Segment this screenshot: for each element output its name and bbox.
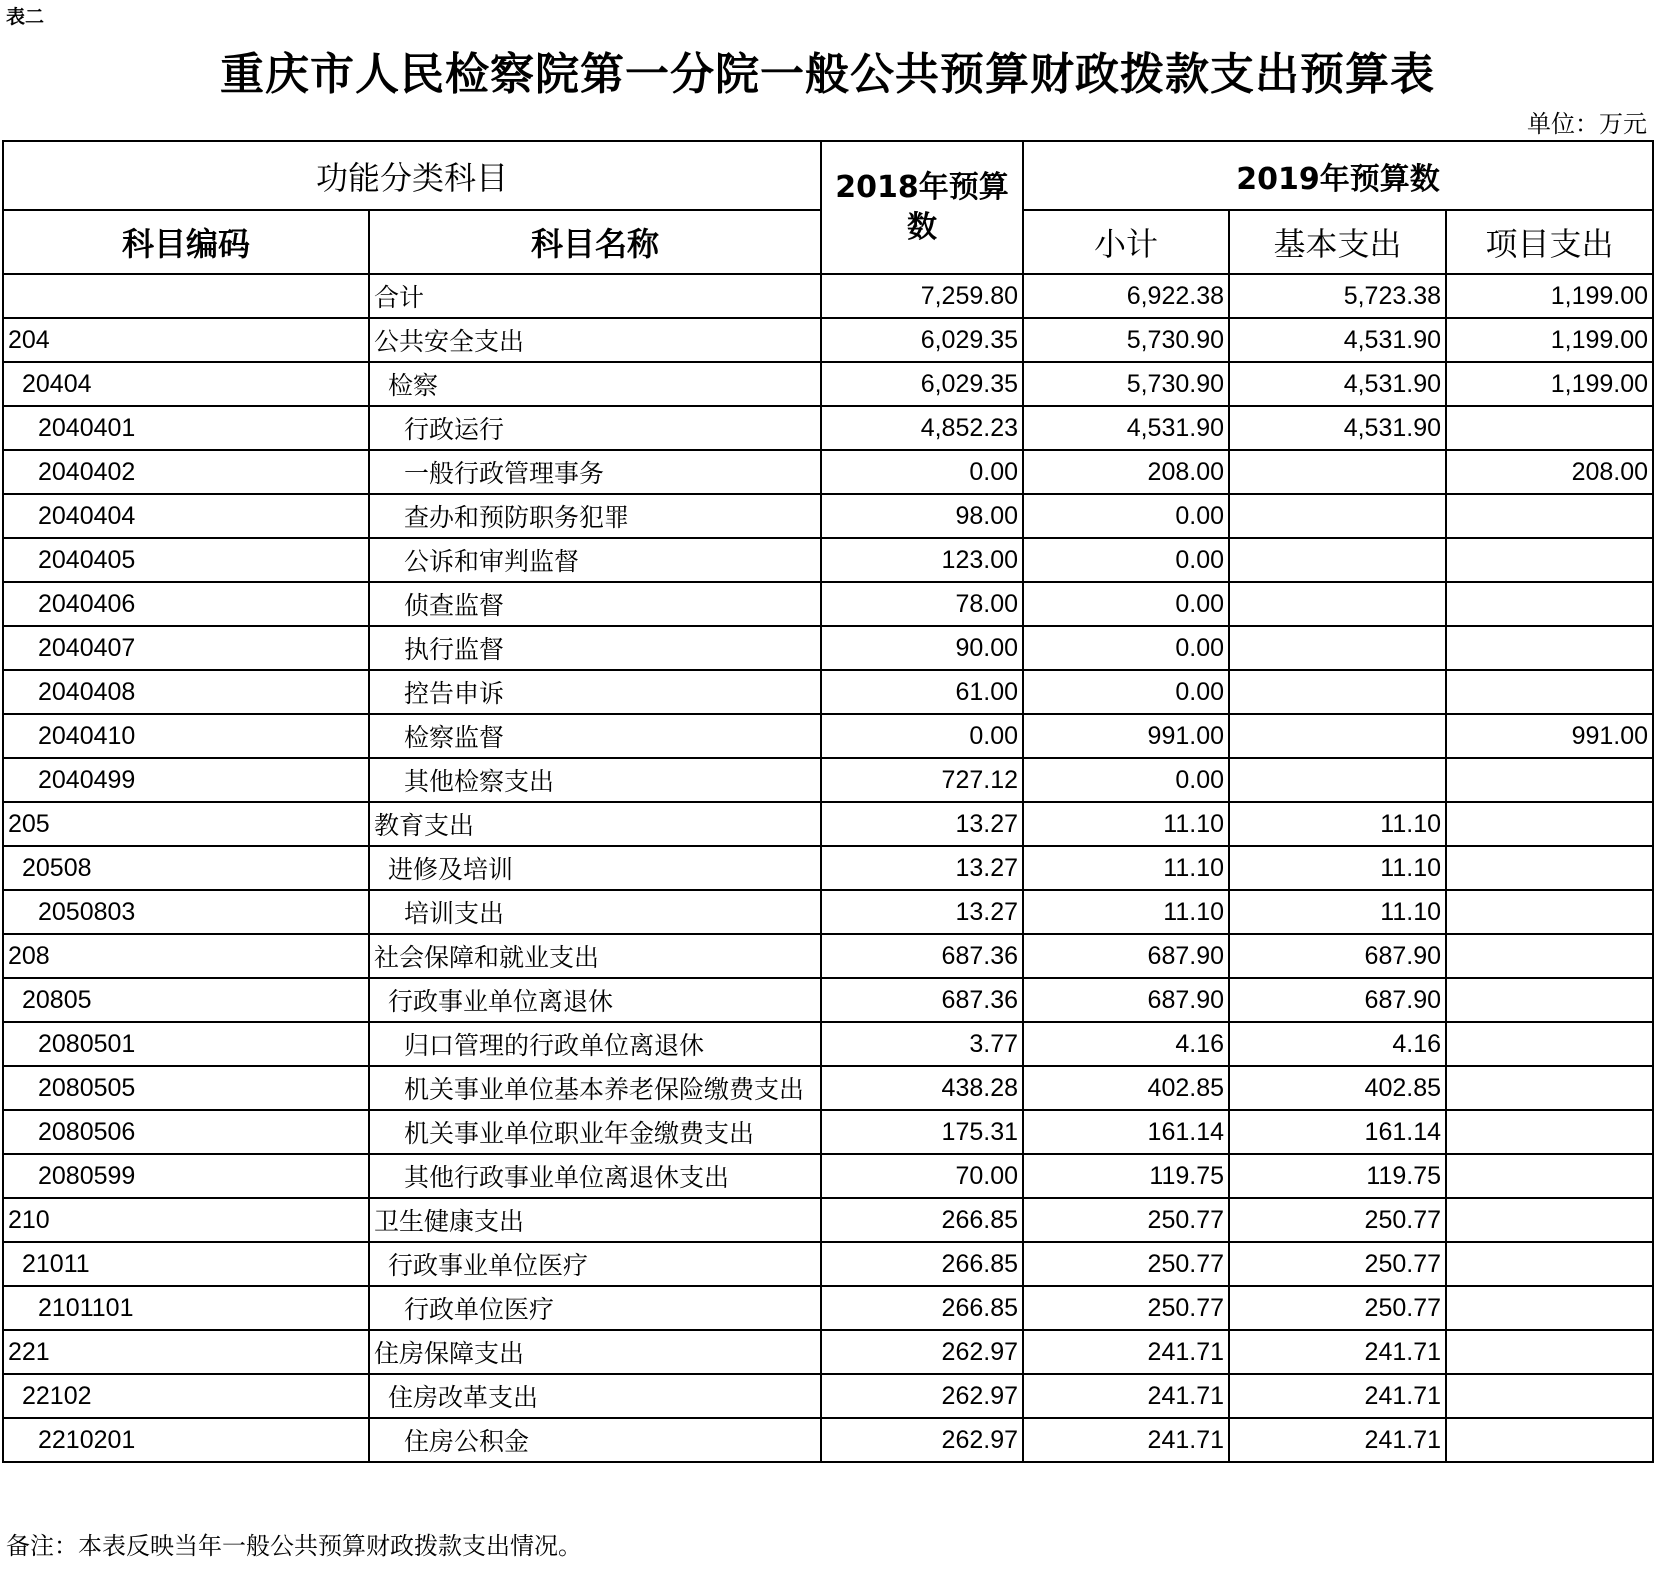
project-cell <box>1446 1066 1653 1110</box>
code-cell: 2080506 <box>3 1110 369 1154</box>
table-row <box>3 1110 1653 1154</box>
code-cell: 2040499 <box>3 758 369 802</box>
basic-cell: 4,531.90 <box>1229 318 1446 362</box>
budget-2018-cell: 438.28 <box>821 1066 1023 1110</box>
subtotal-cell: 4,531.90 <box>1023 406 1229 450</box>
name-cell: 机关事业单位职业年金缴费支出 <box>369 1110 821 1154</box>
code-cell: 2040410 <box>3 714 369 758</box>
project-cell <box>1446 890 1653 934</box>
basic-cell: 4,531.90 <box>1229 362 1446 406</box>
name-cell: 其他检察支出 <box>369 758 821 802</box>
code-cell: 21011 <box>3 1242 369 1286</box>
name-cell: 培训支出 <box>369 890 821 934</box>
basic-cell: 11.10 <box>1229 890 1446 934</box>
project-cell: 1,199.00 <box>1446 362 1653 406</box>
basic-cell: 161.14 <box>1229 1110 1446 1154</box>
code-cell: 221 <box>3 1330 369 1374</box>
header-row-1 <box>3 141 1653 210</box>
project-cell <box>1446 846 1653 890</box>
subtotal-cell: 402.85 <box>1023 1066 1229 1110</box>
budget-2018-cell: 687.36 <box>821 934 1023 978</box>
project-cell <box>1446 802 1653 846</box>
basic-cell: 687.90 <box>1229 934 1446 978</box>
name-cell: 侦查监督 <box>369 582 821 626</box>
table-row <box>3 362 1653 406</box>
budget-2018-cell: 7,259.80 <box>821 274 1023 318</box>
project-cell <box>1446 406 1653 450</box>
budget-2018-cell: 13.27 <box>821 802 1023 846</box>
budget-2018-cell: 266.85 <box>821 1198 1023 1242</box>
basic-cell: 250.77 <box>1229 1286 1446 1330</box>
code-cell: 2080501 <box>3 1022 369 1066</box>
basic-cell: 250.77 <box>1229 1198 1446 1242</box>
code-cell: 20805 <box>3 978 369 1022</box>
code-cell: 2040408 <box>3 670 369 714</box>
subtotal-cell: 0.00 <box>1023 758 1229 802</box>
table-label: 表二 <box>6 6 45 28</box>
subtotal-cell: 11.10 <box>1023 890 1229 934</box>
project-cell <box>1446 1154 1653 1198</box>
budget-2018-cell: 0.00 <box>821 450 1023 494</box>
header-function-category: 功能分类科目 <box>3 141 821 210</box>
basic-cell <box>1229 758 1446 802</box>
subtotal-cell: 991.00 <box>1023 714 1229 758</box>
basic-cell: 241.71 <box>1229 1418 1446 1462</box>
table-row <box>3 626 1653 670</box>
name-cell: 住房保障支出 <box>369 1330 821 1374</box>
subtotal-cell: 208.00 <box>1023 450 1229 494</box>
header-code: 科目编码 <box>3 210 369 274</box>
subtotal-cell: 250.77 <box>1023 1286 1229 1330</box>
project-cell <box>1446 670 1653 714</box>
name-cell: 其他行政事业单位离退休支出 <box>369 1154 821 1198</box>
project-cell <box>1446 978 1653 1022</box>
subtotal-cell: 6,922.38 <box>1023 274 1229 318</box>
budget-2018-cell: 3.77 <box>821 1022 1023 1066</box>
budget-2018-cell: 61.00 <box>821 670 1023 714</box>
table-row <box>3 978 1653 1022</box>
budget-2018-cell: 262.97 <box>821 1418 1023 1462</box>
basic-cell: 4.16 <box>1229 1022 1446 1066</box>
name-cell: 住房公积金 <box>369 1418 821 1462</box>
project-cell <box>1446 538 1653 582</box>
header-name: 科目名称 <box>369 210 821 274</box>
table-row <box>3 494 1653 538</box>
header-subtotal: 小计 <box>1023 210 1229 274</box>
page-title: 重庆市人民检察院第一分院一般公共预算财政拨款支出预算表 <box>220 49 1435 100</box>
table-row <box>3 274 1653 318</box>
name-cell: 行政运行 <box>369 406 821 450</box>
name-cell: 执行监督 <box>369 626 821 670</box>
code-cell: 2101101 <box>3 1286 369 1330</box>
name-cell: 机关事业单位基本养老保险缴费支出 <box>369 1066 821 1110</box>
budget-2018-cell: 13.27 <box>821 846 1023 890</box>
budget-2018-cell: 262.97 <box>821 1374 1023 1418</box>
subtotal-cell: 241.71 <box>1023 1418 1229 1462</box>
basic-cell <box>1229 494 1446 538</box>
table-row <box>3 318 1653 362</box>
name-cell: 合计 <box>369 274 821 318</box>
table-row <box>3 406 1653 450</box>
basic-cell: 241.71 <box>1229 1374 1446 1418</box>
table-row <box>3 1330 1653 1374</box>
subtotal-cell: 11.10 <box>1023 802 1229 846</box>
budget-2018-cell: 78.00 <box>821 582 1023 626</box>
table-row <box>3 1198 1653 1242</box>
basic-cell: 119.75 <box>1229 1154 1446 1198</box>
subtotal-cell: 0.00 <box>1023 670 1229 714</box>
subtotal-cell: 4.16 <box>1023 1022 1229 1066</box>
table-row <box>3 1418 1653 1462</box>
name-cell: 教育支出 <box>369 802 821 846</box>
code-cell: 210 <box>3 1198 369 1242</box>
subtotal-cell: 241.71 <box>1023 1330 1229 1374</box>
subtotal-cell: 0.00 <box>1023 626 1229 670</box>
header-2019-budget: 2019年预算数 <box>1023 141 1653 210</box>
budget-2018-cell: 175.31 <box>821 1110 1023 1154</box>
project-cell <box>1446 626 1653 670</box>
code-cell: 2040407 <box>3 626 369 670</box>
basic-cell <box>1229 582 1446 626</box>
budget-table <box>2 140 1654 1463</box>
subtotal-cell: 119.75 <box>1023 1154 1229 1198</box>
code-cell: 2040405 <box>3 538 369 582</box>
name-cell: 公诉和审判监督 <box>369 538 821 582</box>
basic-cell: 687.90 <box>1229 978 1446 1022</box>
project-cell <box>1446 582 1653 626</box>
budget-2018-cell: 262.97 <box>821 1330 1023 1374</box>
basic-cell <box>1229 714 1446 758</box>
project-cell <box>1446 1330 1653 1374</box>
project-cell: 1,199.00 <box>1446 318 1653 362</box>
project-cell <box>1446 1198 1653 1242</box>
budget-2018-cell: 70.00 <box>821 1154 1023 1198</box>
subtotal-cell: 241.71 <box>1023 1374 1229 1418</box>
name-cell: 归口管理的行政单位离退休 <box>369 1022 821 1066</box>
code-cell: 204 <box>3 318 369 362</box>
name-cell: 检察 <box>369 362 821 406</box>
code-cell: 2040404 <box>3 494 369 538</box>
name-cell: 一般行政管理事务 <box>369 450 821 494</box>
subtotal-cell: 0.00 <box>1023 582 1229 626</box>
project-cell <box>1446 1374 1653 1418</box>
basic-cell: 5,723.38 <box>1229 274 1446 318</box>
name-cell: 公共安全支出 <box>369 318 821 362</box>
code-cell: 2040406 <box>3 582 369 626</box>
code-cell: 2080505 <box>3 1066 369 1110</box>
project-cell <box>1446 1418 1653 1462</box>
code-cell: 2040402 <box>3 450 369 494</box>
table-row <box>3 1154 1653 1198</box>
table-row <box>3 1022 1653 1066</box>
table-row <box>3 538 1653 582</box>
code-cell: 22102 <box>3 1374 369 1418</box>
code-cell: 2210201 <box>3 1418 369 1462</box>
subtotal-cell: 5,730.90 <box>1023 362 1229 406</box>
basic-cell: 241.71 <box>1229 1330 1446 1374</box>
basic-cell <box>1229 450 1446 494</box>
table-body <box>3 274 1653 1462</box>
code-cell: 20508 <box>3 846 369 890</box>
name-cell: 控告申诉 <box>369 670 821 714</box>
table-row <box>3 1286 1653 1330</box>
subtotal-cell: 0.00 <box>1023 538 1229 582</box>
budget-2018-cell: 90.00 <box>821 626 1023 670</box>
basic-cell: 11.10 <box>1229 846 1446 890</box>
project-cell <box>1446 1242 1653 1286</box>
table-row <box>3 758 1653 802</box>
subtotal-cell: 687.90 <box>1023 934 1229 978</box>
code-cell: 20404 <box>3 362 369 406</box>
table-row <box>3 714 1653 758</box>
table-row <box>3 670 1653 714</box>
basic-cell: 250.77 <box>1229 1242 1446 1286</box>
name-cell: 卫生健康支出 <box>369 1198 821 1242</box>
subtotal-cell: 687.90 <box>1023 978 1229 1022</box>
name-cell: 行政事业单位离退休 <box>369 978 821 1022</box>
code-cell <box>3 274 369 318</box>
project-cell <box>1446 1110 1653 1154</box>
table-row <box>3 890 1653 934</box>
code-cell: 2040401 <box>3 406 369 450</box>
budget-2018-cell: 98.00 <box>821 494 1023 538</box>
budget-2018-cell: 6,029.35 <box>821 318 1023 362</box>
table-row <box>3 1066 1653 1110</box>
name-cell: 进修及培训 <box>369 846 821 890</box>
table-row <box>3 1242 1653 1286</box>
budget-2018-cell: 687.36 <box>821 978 1023 1022</box>
budget-2018-cell: 727.12 <box>821 758 1023 802</box>
project-cell <box>1446 1022 1653 1066</box>
code-cell: 2080599 <box>3 1154 369 1198</box>
name-cell: 社会保障和就业支出 <box>369 934 821 978</box>
unit-label: 单位：万元 <box>1527 110 1647 138</box>
basic-cell: 402.85 <box>1229 1066 1446 1110</box>
basic-cell <box>1229 626 1446 670</box>
name-cell: 行政单位医疗 <box>369 1286 821 1330</box>
code-cell: 205 <box>3 802 369 846</box>
table-row <box>3 450 1653 494</box>
project-cell <box>1446 494 1653 538</box>
table-row <box>3 1374 1653 1418</box>
budget-2018-cell: 6,029.35 <box>821 362 1023 406</box>
project-cell: 1,199.00 <box>1446 274 1653 318</box>
table-row <box>3 802 1653 846</box>
header-project: 项目支出 <box>1446 210 1653 274</box>
basic-cell: 4,531.90 <box>1229 406 1446 450</box>
basic-cell <box>1229 538 1446 582</box>
budget-2018-cell: 4,852.23 <box>821 406 1023 450</box>
name-cell: 查办和预防职务犯罪 <box>369 494 821 538</box>
basic-cell: 11.10 <box>1229 802 1446 846</box>
project-cell <box>1446 1286 1653 1330</box>
table-row <box>3 582 1653 626</box>
subtotal-cell: 250.77 <box>1023 1198 1229 1242</box>
header-basic: 基本支出 <box>1229 210 1446 274</box>
basic-cell <box>1229 670 1446 714</box>
budget-2018-cell: 266.85 <box>821 1286 1023 1330</box>
subtotal-cell: 11.10 <box>1023 846 1229 890</box>
budget-2018-cell: 0.00 <box>821 714 1023 758</box>
code-cell: 2050803 <box>3 890 369 934</box>
table-row <box>3 934 1653 978</box>
budget-2018-cell: 266.85 <box>821 1242 1023 1286</box>
subtotal-cell: 0.00 <box>1023 494 1229 538</box>
name-cell: 检察监督 <box>369 714 821 758</box>
budget-2018-cell: 13.27 <box>821 890 1023 934</box>
project-cell <box>1446 758 1653 802</box>
budget-2018-cell: 123.00 <box>821 538 1023 582</box>
project-cell: 208.00 <box>1446 450 1653 494</box>
name-cell: 住房改革支出 <box>369 1374 821 1418</box>
table-row <box>3 846 1653 890</box>
name-cell: 行政事业单位医疗 <box>369 1242 821 1286</box>
subtotal-cell: 5,730.90 <box>1023 318 1229 362</box>
header-2018-budget: 2018年预算数 <box>821 141 1023 274</box>
footnote: 备注：本表反映当年一般公共预算财政拨款支出情况。 <box>6 1532 582 1560</box>
subtotal-cell: 161.14 <box>1023 1110 1229 1154</box>
project-cell: 991.00 <box>1446 714 1653 758</box>
project-cell <box>1446 934 1653 978</box>
code-cell: 208 <box>3 934 369 978</box>
subtotal-cell: 250.77 <box>1023 1242 1229 1286</box>
